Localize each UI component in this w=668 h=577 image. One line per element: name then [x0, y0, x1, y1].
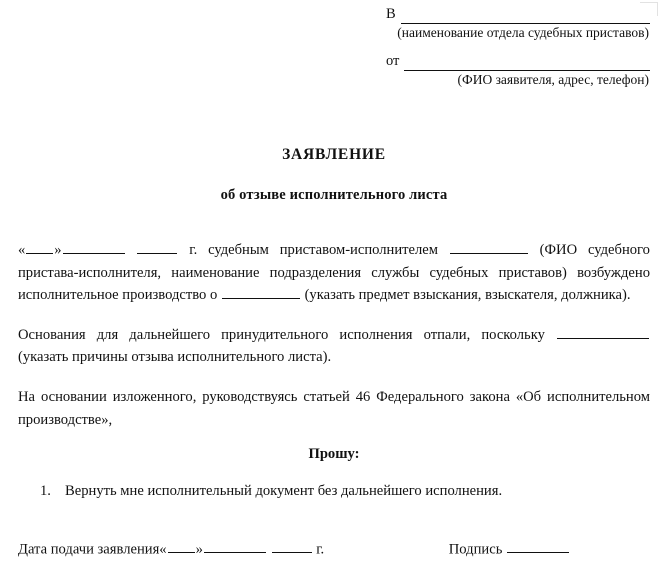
date-year-suffix: г. — [316, 541, 325, 558]
addressee-from-label: от — [386, 52, 400, 69]
addressee-to-caption: (наименование отдела судебных приставов) — [397, 25, 649, 40]
document-title: ЗАЯВЛЕНИЕ — [282, 146, 386, 163]
addressee-to-row — [386, 6, 650, 24]
date-day-blank[interactable] — [168, 539, 195, 553]
signature-field — [449, 539, 650, 560]
addressee-to-fill-line[interactable] — [401, 8, 650, 24]
paragraph-legal-basis: На основании изложенного, руководствуясь статьей 46 Федерального закона «Об исполнительном производстве», — [18, 388, 650, 428]
date-quote-open: « — [159, 541, 167, 558]
signature-blank[interactable] — [507, 539, 569, 553]
request-heading: Прошу: — [308, 446, 360, 462]
addressee-gap — [386, 42, 650, 53]
signature-label: Подпись — [448, 541, 503, 558]
fill-in-blank-intro-2[interactable] — [63, 240, 125, 254]
submission-date-field — [18, 539, 324, 560]
fill-in-blank-intro-5[interactable] — [222, 285, 300, 299]
paragraph-intro: « » г. судебным приставом-исполнителем (ФИО судебного пристава-исполнителя, наименование подразделения службы судебных приставов) возбуждено исполнительное производство о (указать предмет взыскания, взыскателя, должника). — [18, 239, 650, 307]
list-item-text: Вернуть мне исполнительный документ без дальнейшего исполнения. — [65, 483, 503, 499]
request-list — [40, 481, 640, 502]
fill-in-blank-intro-3[interactable] — [137, 240, 177, 254]
addressee-from-row — [386, 53, 650, 71]
fill-in-blank-grounds-1[interactable] — [557, 324, 649, 338]
fill-in-blank-intro-4[interactable] — [450, 240, 528, 254]
document-subtitle: об отзыве исполнительного листа — [220, 187, 448, 203]
fill-in-blank-intro-1[interactable] — [26, 240, 53, 254]
addressee-block — [386, 6, 650, 88]
submission-date-label: Дата подачи заявления — [18, 541, 160, 558]
addressee-to-label: В — [386, 6, 396, 22]
list-item — [40, 481, 640, 502]
document-footer — [18, 539, 650, 560]
date-month-blank[interactable] — [204, 539, 266, 553]
addressee-from-caption: (ФИО заявителя, адрес, телефон) — [457, 71, 649, 87]
paragraph-grounds: Основания для дальнейшего принудительного исполнения отпали, поскольку (указать причины отзыва исполнительного листа). — [18, 324, 650, 369]
document-body — [18, 239, 650, 431]
addressee-from-fill-line[interactable] — [404, 55, 650, 71]
date-quote-close: » — [195, 541, 203, 558]
date-year-blank[interactable] — [272, 539, 312, 553]
list-item-number: 1. — [40, 483, 51, 499]
